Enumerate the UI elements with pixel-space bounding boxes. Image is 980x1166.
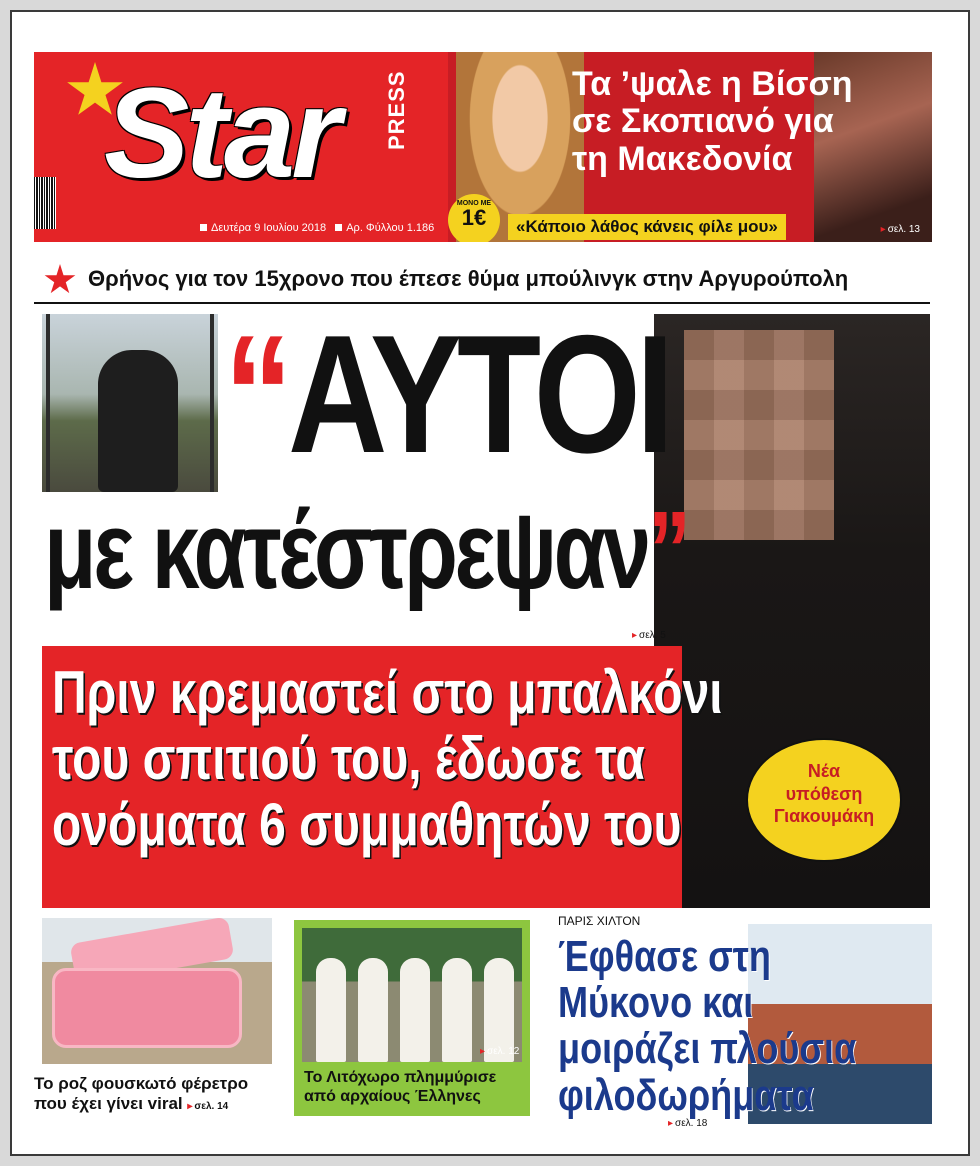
story-paris-hilton[interactable] [548,914,932,1144]
story-pink-coffin[interactable] [34,918,274,1144]
star-icon [44,264,76,296]
person-figure [400,958,430,1062]
open-quote: “ [224,314,288,488]
promo-headline-line: τη Μακεδονία [572,139,793,178]
case-badge [746,738,902,862]
person-figure [442,958,472,1062]
promo-headline [572,66,853,178]
story-caption [34,1074,248,1115]
arrow-icon: ▸ [668,1118,674,1129]
silhouette-figure [98,350,178,492]
page-reference [187,1101,228,1112]
arrow-icon: ▸ [632,630,638,641]
page-reference-text: σελ. 18 [675,1118,708,1129]
story-label: ΠΑΡΙΣ ΧΙΛΤΟΝ [558,914,641,928]
caption-text: που έχει γίνει viral [34,1094,183,1114]
page-reference-text: σελ. 12 [487,1046,520,1057]
railing-pole [46,314,50,492]
barcode [34,177,56,229]
arrow-icon: ▸ [187,1101,193,1113]
arrow-icon: ▸ [880,224,886,235]
headline-line: Έφθασε στη [558,932,771,981]
story-caption [304,1068,496,1106]
main-headline-top [224,314,670,488]
pixelated-face [684,330,834,540]
coffin-body [52,968,242,1048]
price-value: 1€ [461,205,487,230]
price-badge [448,194,500,242]
dateline [194,222,434,234]
page-reference [881,224,920,235]
newspaper-front-page [10,10,970,1156]
caption-line: Το ροζ φουσκωτό φέρετρο [34,1074,249,1093]
main-headline-bottom [44,489,688,612]
person-figure [316,958,346,1062]
person-figure [358,958,388,1062]
main-headline-phrase: με κατέστρεψαν [44,489,649,612]
caption-line: Το Λιτόχωρο πλημμύρισε [304,1069,497,1086]
pink-coffin-photo [42,918,272,1064]
silhouette-photo [42,314,218,492]
top-promo[interactable] [448,52,932,242]
main-story[interactable] [34,314,930,908]
arrow-icon: ▸ [480,1046,486,1057]
kicker-text: Θρήνος για τον 15χρονο που έπεσε θύμα μπούλινγκ στην Αργυρούπολη [88,266,849,291]
page-reference [632,630,666,641]
page-reference [480,1046,519,1057]
issue-date: Δευτέρα 9 Ιουλίου 2018 [211,222,327,234]
ancient-greeks-photo [302,928,522,1062]
kicker-line [34,258,930,304]
close-quote: ” [648,489,688,612]
subheadline-line: Πριν κρεμαστεί στο μπαλκόνι [52,659,723,726]
subheadline-line: ονόματα 6 συμμαθητών του [52,791,682,858]
headline-line: φιλοδωρήματα [558,1070,814,1120]
headline-line: μοιράζει πλούσια [558,1024,857,1074]
headline-line: Μύκονο και [558,978,754,1028]
price-label: ΜΟΝΟ ΜΕ [456,200,492,207]
issue-number: Αρ. Φύλλου 1.186 [346,222,435,234]
subheadline-line: του σπιτιού του, έδωσε τα [52,725,645,792]
caption-line: από αρχαίους Έλληνες [304,1088,481,1106]
promo-quote: «Κάποιο λάθος κάνεις φίλε μου» [508,214,786,240]
masthead [34,52,470,242]
bullet-square-icon [335,224,342,231]
badge-line: Νέα [807,761,841,781]
page-reference-text: σελ. 13 [887,224,920,235]
subheadline [52,660,723,858]
railing-pole [210,314,214,492]
page-reference-text: σελ. 14 [194,1101,229,1113]
story-litochoro[interactable] [294,920,530,1116]
caption-line [34,1094,248,1114]
logo-subtitle: PRESS [384,70,409,150]
page-reference-text: σελ. 5 [639,630,666,641]
promo-headline-line: σε Σκοπιανό για [572,102,834,141]
story-headline [558,934,856,1119]
badge-line: υπόθεση [785,783,863,804]
main-headline-word: ΑΥΤΟΙ [287,314,670,488]
promo-headline-line: Τα ’ψαλε η Βίσση [572,65,853,103]
badge-line: Γιακουμάκη [773,806,875,826]
logo-text: Star [104,62,337,205]
page-reference [668,1118,707,1129]
bullet-square-icon [200,224,207,231]
